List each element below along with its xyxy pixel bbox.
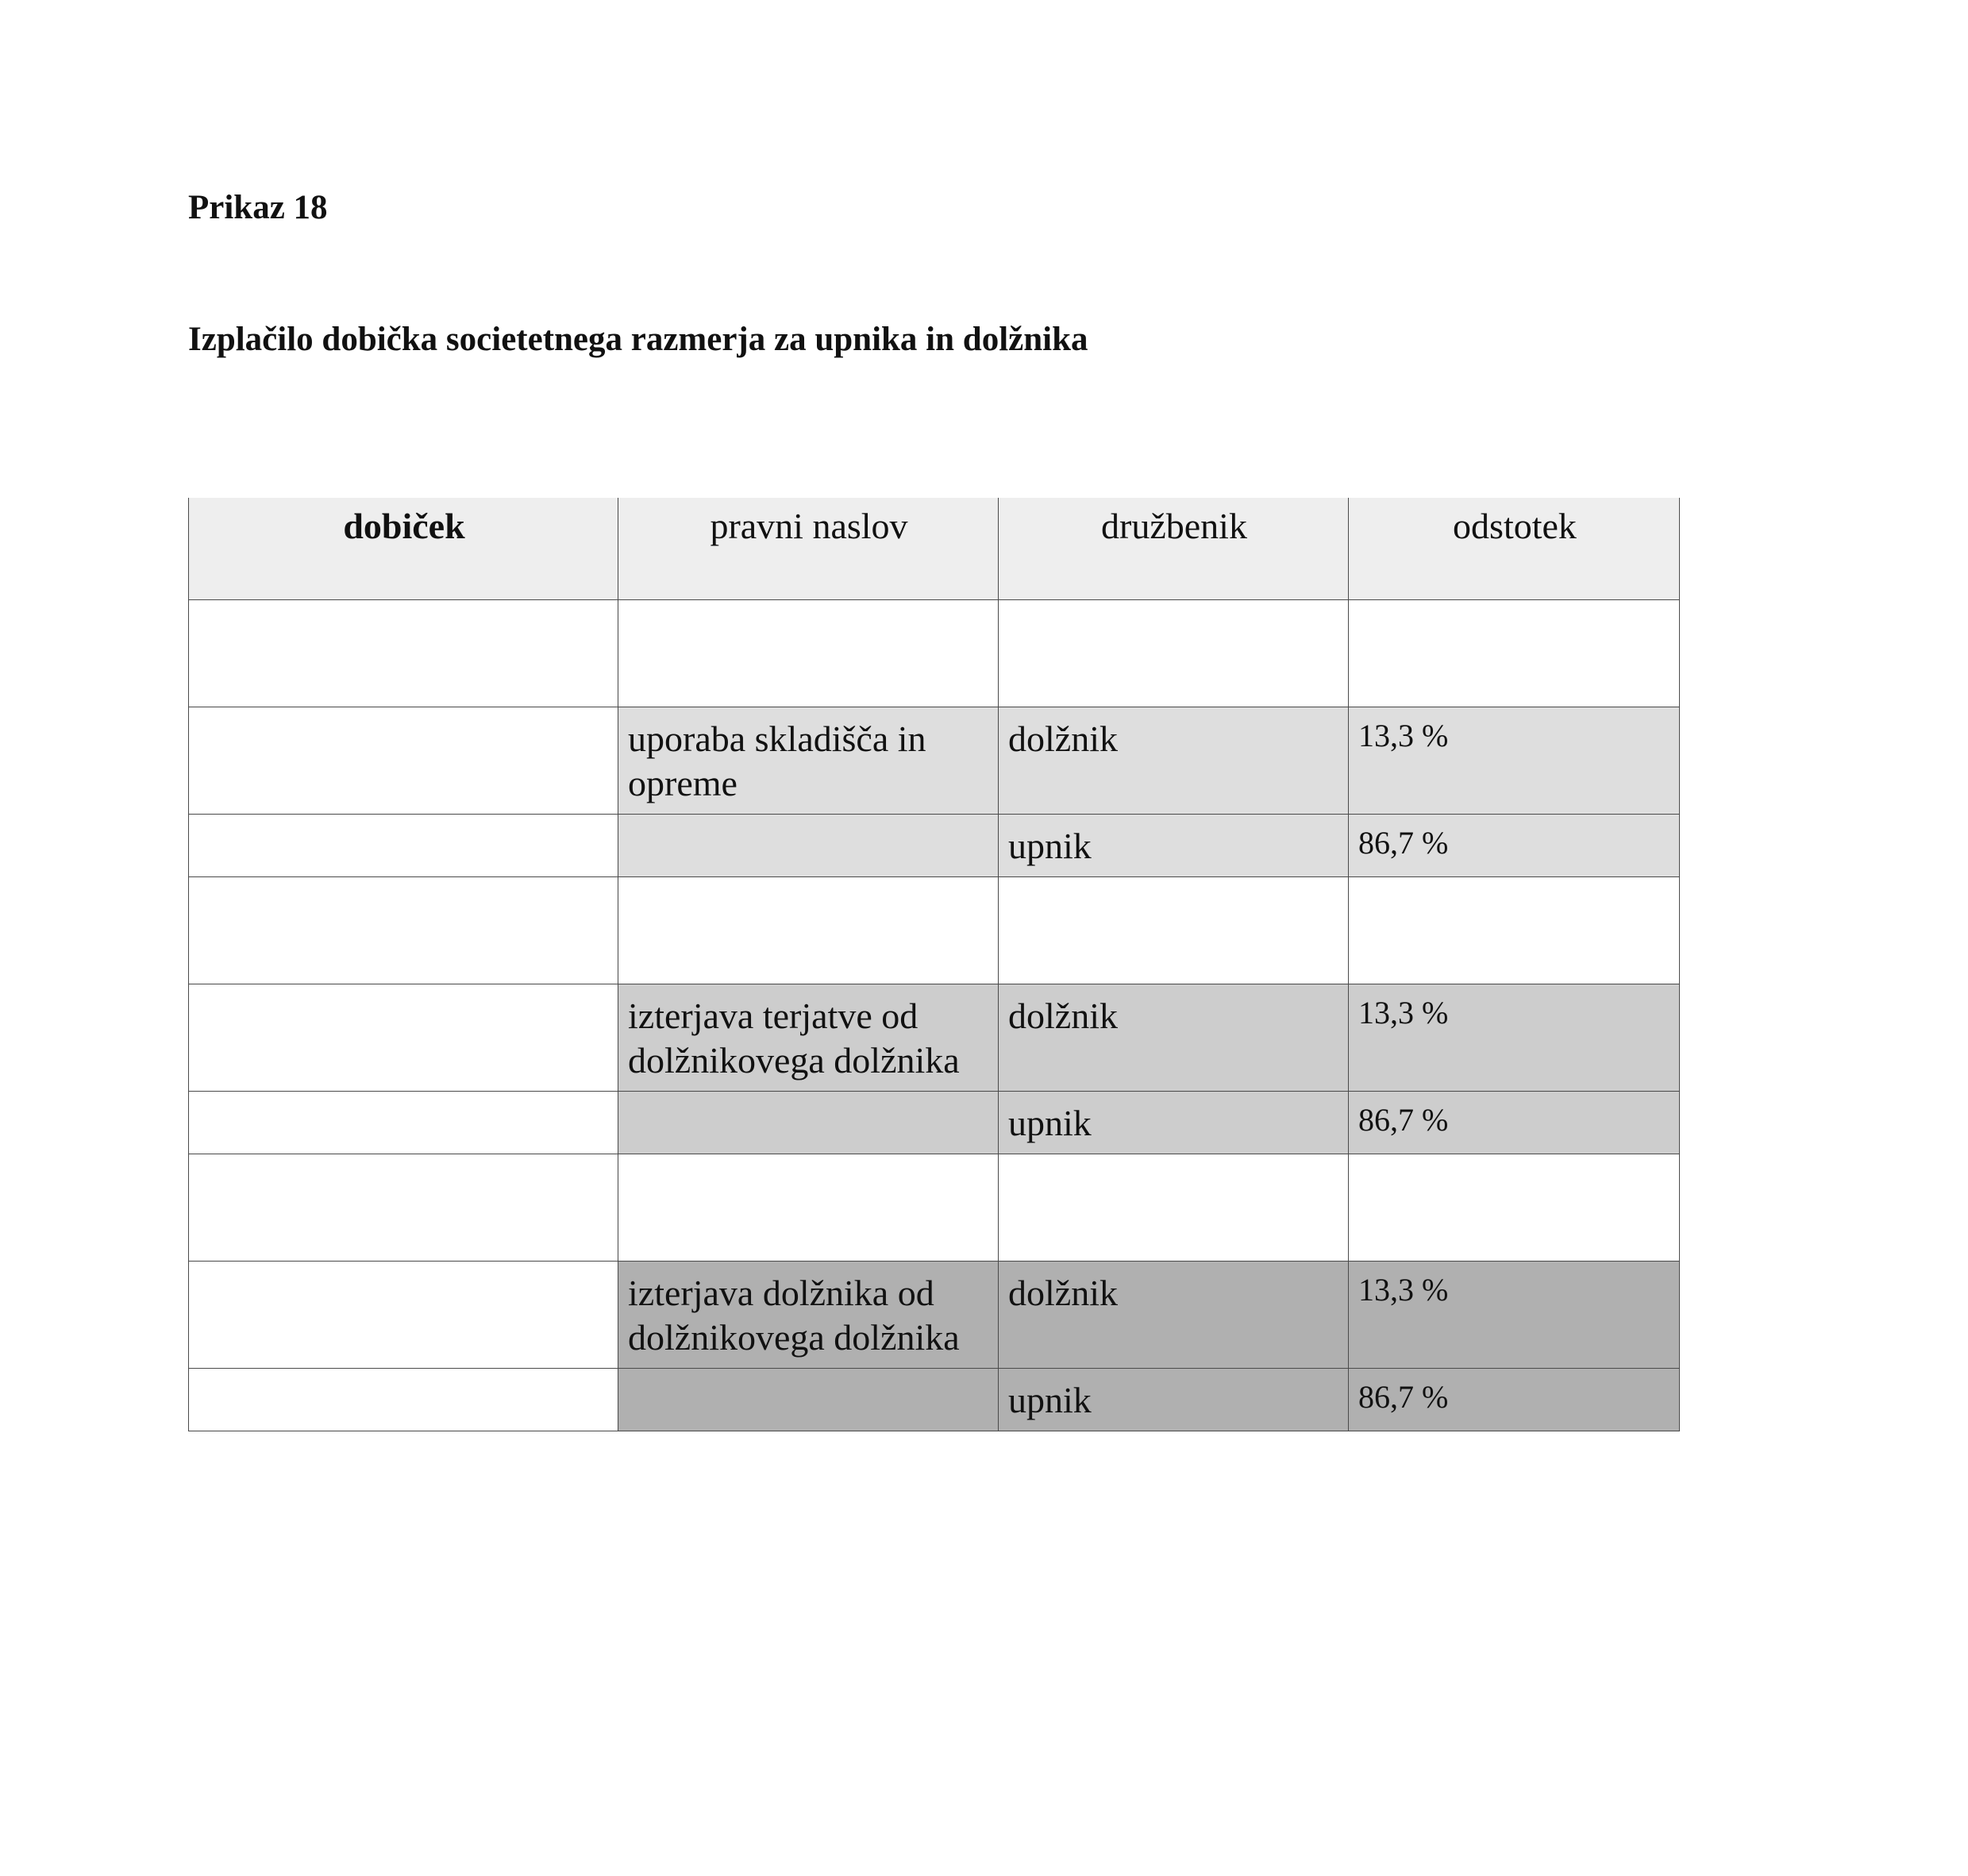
partner-cell: dolžnik [999,1262,1349,1369]
empty-cell [189,815,618,877]
empty-cell [189,1369,618,1431]
table-row [189,1369,1680,1431]
partner-cell: upnik [999,1092,1349,1154]
partner-cell: upnik [999,815,1349,877]
empty-cell [999,1154,1349,1262]
spacer-row [189,877,1680,984]
empty-cell [618,1154,999,1262]
table-row [189,1262,1680,1369]
empty-cell [1349,877,1680,984]
table-row [189,815,1680,877]
percentage-cell: 86,7 % [1349,815,1680,877]
figure-label: Prikaz 18 [188,189,328,226]
table-row [189,1092,1680,1154]
empty-cell [189,877,618,984]
profit-distribution-table [188,498,1680,1431]
percentage-cell: 13,3 % [1349,1262,1680,1369]
table-row [189,984,1680,1092]
empty-cell [618,815,999,877]
percentage-cell: 86,7 % [1349,1092,1680,1154]
empty-cell [999,600,1349,707]
header-percentage: odstotek [1349,498,1680,600]
empty-cell [1349,600,1680,707]
empty-cell [618,877,999,984]
empty-cell [189,1154,618,1262]
header-legal-title: pravni naslov [618,498,999,600]
empty-cell [189,984,618,1092]
empty-cell [189,600,618,707]
header-partner: družbenik [999,498,1349,600]
figure-title: Izplačilo dobička societetnega razmerja za upnika in dolžnika [188,321,1088,358]
legal-title-cell: izterjava terjatve od dolžnikovega dolžnika [618,984,999,1092]
spacer-row [189,1154,1680,1262]
legal-title-cell: uporaba skladišča in opreme [618,707,999,815]
percentage-cell: 86,7 % [1349,1369,1680,1431]
empty-cell [189,1092,618,1154]
partner-cell: dolžnik [999,984,1349,1092]
empty-cell [618,1369,999,1431]
partner-cell: upnik [999,1369,1349,1431]
table-header-row [189,498,1680,600]
table-row [189,707,1680,815]
legal-title-cell: izterjava dolžnika od dolžnikovega dolžnika [618,1262,999,1369]
spacer-row [189,600,1680,707]
header-profit: dobiček [189,498,618,600]
empty-cell [999,877,1349,984]
empty-cell [618,1092,999,1154]
partner-cell: dolžnik [999,707,1349,815]
empty-cell [618,600,999,707]
percentage-cell: 13,3 % [1349,984,1680,1092]
percentage-cell: 13,3 % [1349,707,1680,815]
empty-cell [1349,1154,1680,1262]
empty-cell [189,1262,618,1369]
empty-cell [189,707,618,815]
